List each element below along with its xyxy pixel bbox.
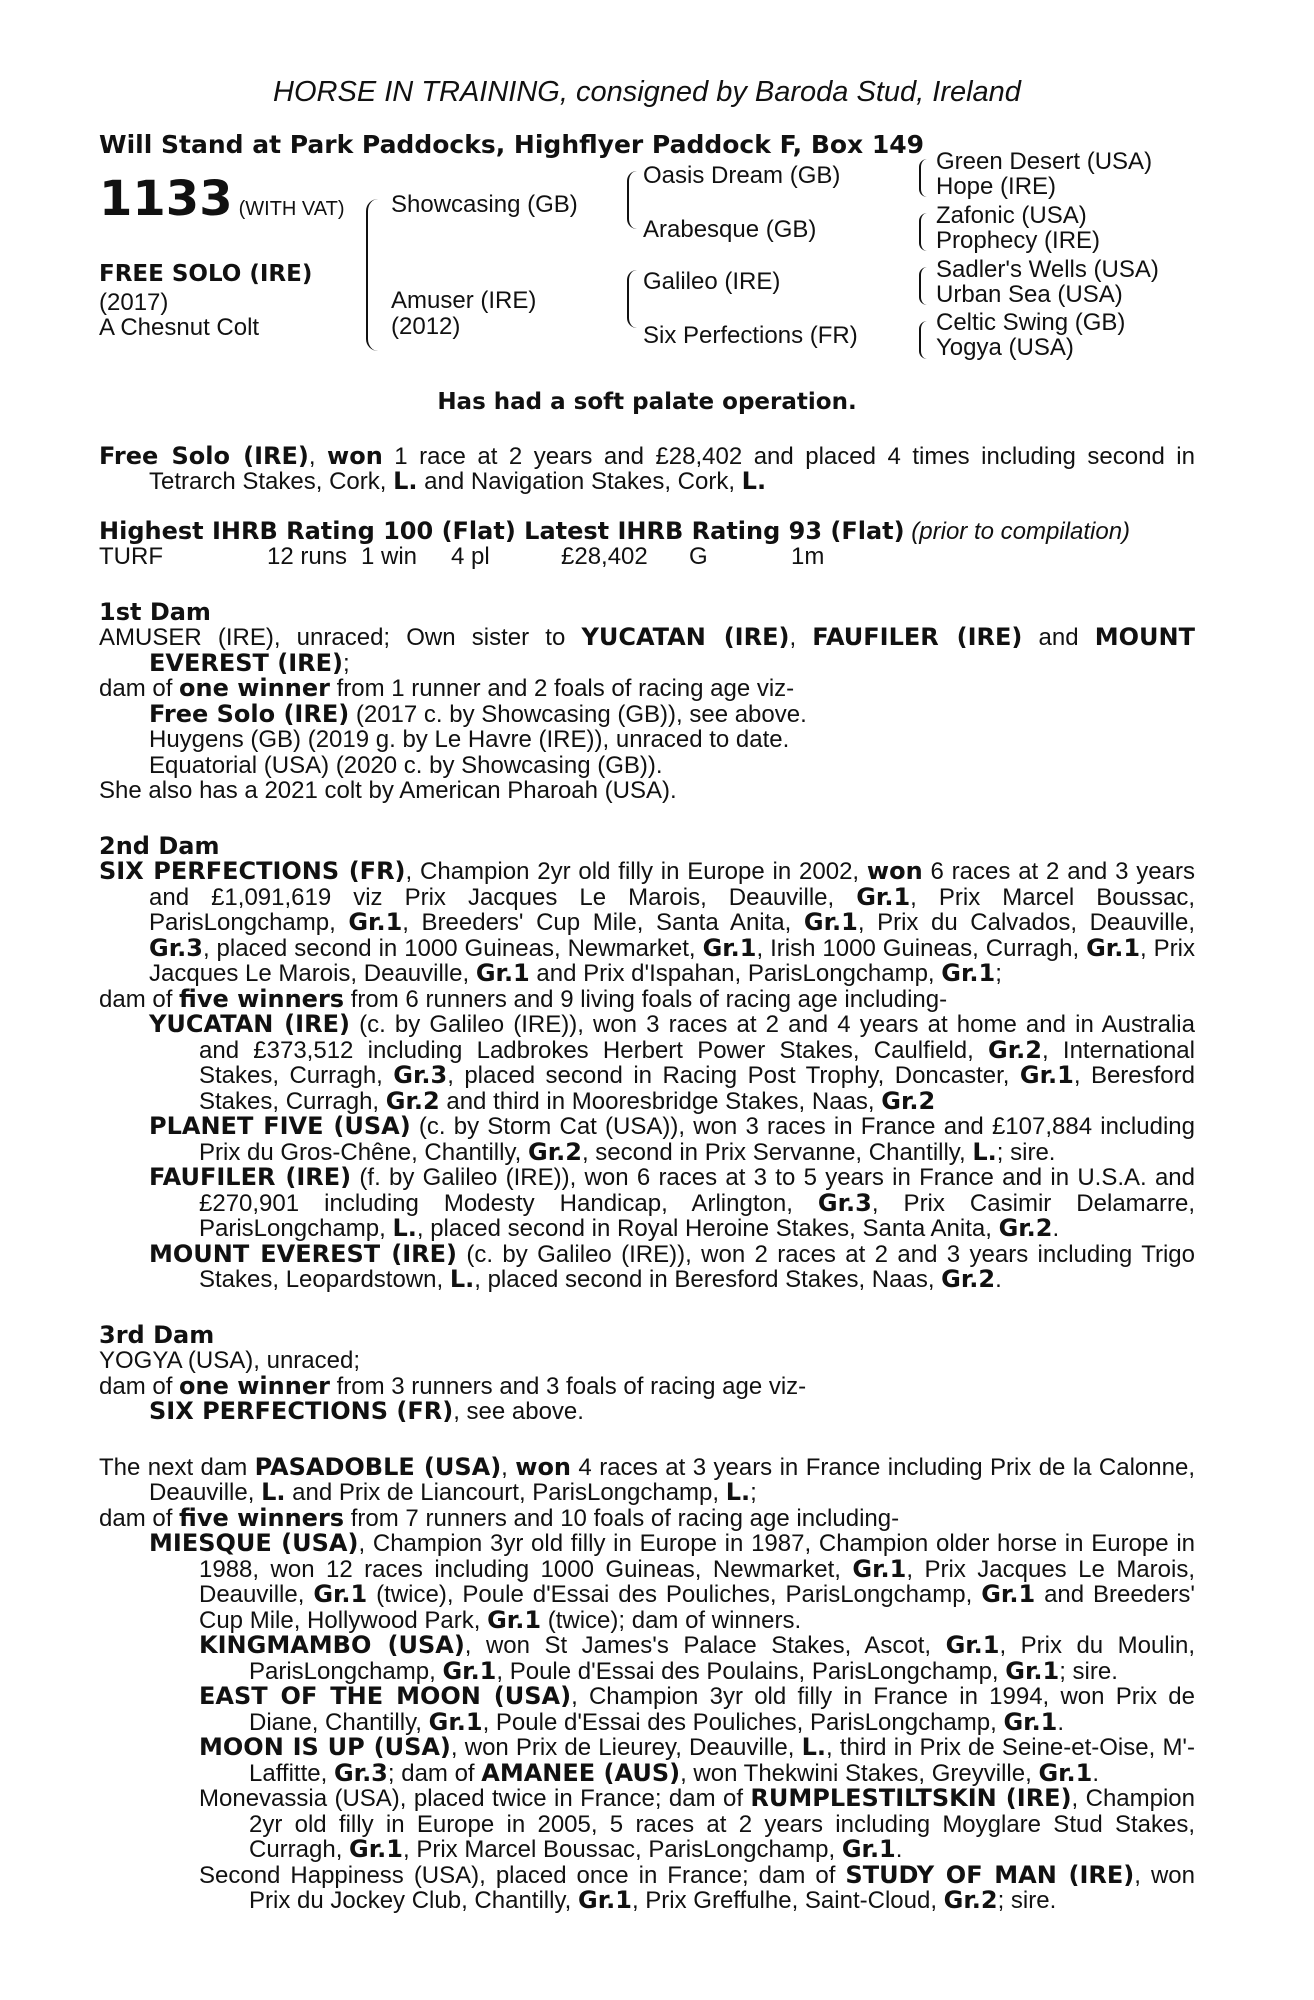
t: Gr.1 xyxy=(1038,1758,1093,1787)
t: MIESQUE (USA) xyxy=(149,1529,359,1557)
t: , Prix Marcel Boussac, ParisLongchamp, xyxy=(402,1836,842,1863)
t: , second in Prix Servanne, Chantilly, xyxy=(581,1138,973,1166)
t: , placed second in Racing Post Trophy, Doncaster, xyxy=(447,1062,1020,1089)
t: from 6 runners and 9 living foals of racing age including- xyxy=(344,985,948,1013)
kingmambo xyxy=(99,1633,1195,1684)
bracket-g1 xyxy=(919,159,927,197)
t: dam of xyxy=(99,1504,180,1532)
t: , Prix Jacques Le Marois, Deauville, xyxy=(199,1555,1195,1608)
t: ; xyxy=(995,960,1002,987)
t: Gr.1 xyxy=(349,1835,403,1863)
rating-title: Highest IHRB Rating 100 (Flat) Latest IHRB Rating 93 (Flat) xyxy=(99,516,905,545)
t: Gr.1 xyxy=(941,959,996,987)
t: Gr.1 xyxy=(1003,1707,1058,1736)
first-dam-line xyxy=(99,625,1195,676)
t: , placed second in 1000 Guineas, Newmarket, xyxy=(202,934,703,962)
dsd: Urban Sea (USA) xyxy=(936,281,1123,308)
horse-year: (2017) xyxy=(99,288,169,316)
t: , Breeders' Cup Mile, Santa Anita, xyxy=(402,909,804,936)
t: Gr.2 xyxy=(943,1886,998,1914)
t: 4 races at 3 years in France including Prix de la Calonne, Deauville, xyxy=(149,1453,1195,1506)
t: (f. by Galileo (IRE)), won 6 races at 3 to 5 years in France and in U.S.A. and £270,901 including Modesty Handicap, Arlington, xyxy=(199,1164,1195,1217)
produce-3: Equatorial (USA) (2020 c. by Showcasing (GB)). xyxy=(149,751,663,779)
dam-year: (2012) xyxy=(391,313,461,340)
t: ; dam of xyxy=(387,1759,482,1787)
t: L. xyxy=(725,1478,751,1506)
lot-number: 1133 xyxy=(99,171,233,227)
dds: Celtic Swing (GB) xyxy=(936,309,1126,336)
t: . xyxy=(895,1836,903,1863)
t: ; sire. xyxy=(996,1138,1056,1166)
t: Gr.1 xyxy=(475,959,530,987)
t: FAUFILER (IRE) xyxy=(149,1163,352,1191)
t: Second Happiness (USA), placed once in France; dam of xyxy=(199,1861,846,1889)
t: Gr.1 xyxy=(348,908,403,936)
t: Gr.3 xyxy=(333,1758,388,1787)
t: , International Stakes, Curragh, xyxy=(199,1036,1195,1089)
t: . xyxy=(1052,1215,1060,1242)
mount-everest xyxy=(99,1239,1196,1293)
third-dam-line: YOGYA (USA), unraced; xyxy=(99,1347,360,1374)
t: Gr.1 xyxy=(487,1605,542,1634)
summary-text: 1 race at 2 years and £28,402 and placed 4 times including second in Tetrarch Stakes, Cork, xyxy=(149,442,1195,495)
dam: Amuser (IRE) xyxy=(391,287,537,314)
t: L. xyxy=(392,1214,417,1242)
t: , won St James's Palace Stakes, Ascot, xyxy=(464,1632,946,1659)
sire-sire: Oasis Dream (GB) xyxy=(643,162,841,189)
t: Gr.2 xyxy=(988,1035,1042,1064)
t: (c. by Galileo (IRE)), won 2 races at 2 and 3 years including Trigo Stakes, Leopardstown, xyxy=(199,1240,1196,1293)
summary-horse: Free Solo (IRE) xyxy=(99,441,309,470)
t: Gr.3 xyxy=(817,1188,872,1217)
next-dam-line xyxy=(99,1452,1195,1506)
t: L. xyxy=(972,1137,997,1166)
t: EAST OF THE MOON (USA) xyxy=(199,1682,572,1710)
t: Gr.1 xyxy=(981,1580,1036,1608)
moon-is-up xyxy=(99,1735,1195,1786)
sire-dam: Arabesque (GB) xyxy=(643,216,817,243)
t: PLANET FIVE (USA) xyxy=(149,1112,411,1140)
catalogue-page xyxy=(99,76,1196,1914)
t: won xyxy=(866,857,923,885)
third-dam-section xyxy=(99,1320,1195,1425)
t: YUCATAN (IRE) xyxy=(149,1010,350,1038)
t: , won Thekwini Stakes, Greyville, xyxy=(680,1759,1039,1787)
miesque xyxy=(99,1531,1195,1633)
t: Gr.1 xyxy=(578,1886,632,1914)
listed-1: L. xyxy=(393,467,418,495)
t: ; sire. xyxy=(1059,1657,1118,1685)
t: five winners xyxy=(179,984,345,1013)
faufiler xyxy=(99,1165,1195,1242)
t: and third in Mooresbridge Stakes, Naas, xyxy=(439,1087,882,1115)
t: Gr.2 xyxy=(528,1137,582,1166)
t: Gr.2 xyxy=(998,1214,1053,1242)
sdd: Prophecy (IRE) xyxy=(936,227,1101,254)
t: dam of xyxy=(99,675,180,702)
t: AMANEE (AUS) xyxy=(481,1758,681,1787)
t: , placed second in Royal Heroine Stakes, Santa Anita, xyxy=(416,1215,999,1242)
t: (2017 c. by Showcasing (GB)), see above. xyxy=(349,700,807,728)
third-dam-produce xyxy=(99,1371,1195,1400)
t: , see above. xyxy=(453,1398,584,1425)
t: Gr.1 xyxy=(313,1580,368,1608)
produce-1 xyxy=(99,699,1195,728)
t: Gr.1 xyxy=(702,933,757,962)
t: from 1 runner and 2 foals of racing age viz- xyxy=(329,675,795,702)
t: ; xyxy=(750,1479,757,1506)
third-dam-heading: 3rd Dam xyxy=(99,1320,215,1349)
t: from 7 runners and 10 foals of racing age including- xyxy=(344,1504,900,1532)
t: one winner xyxy=(179,674,330,702)
t: MOON IS UP (USA) xyxy=(199,1733,451,1761)
t: ; xyxy=(343,649,350,677)
t: (twice), Poule d'Essai des Pouliches, ParisLongchamp, xyxy=(367,1581,982,1608)
t: , Champion 3yr old filly in Europe in 1987, Champion older horse in Europe in 1988, won 12 races including 1000 Guineas, Newmarket, xyxy=(199,1530,1195,1583)
t: , Prix Greffulhe, Saint-Cloud, xyxy=(631,1887,944,1914)
pedigree-block xyxy=(99,148,1195,382)
t: Gr.2 xyxy=(385,1086,440,1115)
t: , Prix Marcel Boussac, ParisLongchamp, xyxy=(149,883,1195,936)
horse-info xyxy=(99,262,312,341)
dam-dam: Six Perfections (FR) xyxy=(643,322,858,349)
t: , Poule d'Essai des Poulains, ParisLongchamp, xyxy=(496,1657,1006,1685)
bracket-g4 xyxy=(919,321,927,359)
t: , Prix du Calvados, Deauville, xyxy=(857,909,1195,936)
horse-name: FREE SOLO (IRE) xyxy=(99,261,313,287)
ssd: Hope (IRE) xyxy=(936,173,1057,200)
second-dam-record xyxy=(99,859,1195,987)
record-going: G xyxy=(689,543,708,570)
record-prize: £28,402 xyxy=(561,543,648,570)
record-placed: 4 pl xyxy=(451,543,490,570)
t: , Irish 1000 Guineas, Curragh, xyxy=(756,934,1087,962)
t: SIX PERFECTIONS (FR) xyxy=(149,1397,454,1425)
operation-note: Has had a soft palate operation. xyxy=(437,389,857,415)
produce-2: Huygens (GB) (2019 g. by Le Havre (IRE)), unraced to date. xyxy=(149,726,790,753)
t: , Champion 2yr old filly in Europe in 2005, 5 races at 2 years including Moyglare Stud Stakes, Curragh, xyxy=(249,1785,1196,1863)
t: , Prix Jacques Le Marois, Deauville, xyxy=(149,934,1196,987)
t: AMUSER (IRE), unraced; Own sister to xyxy=(99,624,582,651)
t: (twice); dam of winners. xyxy=(541,1606,802,1634)
t: PASADOBLE (USA) xyxy=(254,1452,502,1481)
t: and Breeders' Cup Mile, Hollywood Park, xyxy=(199,1581,1195,1634)
rating-note: (prior to compilation) xyxy=(904,517,1131,545)
t: . xyxy=(1057,1708,1065,1736)
t: Gr.1 xyxy=(1005,1656,1060,1685)
t: Gr.1 xyxy=(442,1656,497,1685)
third-dam-foal xyxy=(99,1399,1195,1425)
t: Gr.1 xyxy=(1019,1061,1074,1089)
t: and Prix de Liancourt, ParisLongchamp, xyxy=(285,1479,726,1506)
t: L. xyxy=(449,1265,475,1293)
bracket-g2 xyxy=(919,213,927,251)
t: , Beresford Stakes, Curragh, xyxy=(199,1062,1195,1115)
listed-2: L. xyxy=(741,467,767,495)
t: Monevassia (USA), placed twice in France; dam of xyxy=(199,1785,751,1812)
summary-text-2: and Navigation Stakes, Cork, xyxy=(417,468,742,495)
t: L. xyxy=(801,1733,827,1761)
first-dam-section xyxy=(99,597,1195,804)
t: ; sire. xyxy=(997,1887,1057,1914)
bracket-g3 xyxy=(919,267,927,305)
vat-note: (WITH VAT) xyxy=(238,198,345,220)
t: (c. by Storm Cat (USA)), won 3 races in France and £107,884 including Prix du Gros-Chêne, Chantilly, xyxy=(199,1113,1195,1166)
t: . xyxy=(1092,1759,1100,1787)
t: 6 races at 2 and 3 years and £1,091,619 viz Prix Jacques Le Marois, Deauville, xyxy=(149,858,1195,911)
t: dam of xyxy=(99,985,180,1013)
next-dam-produce xyxy=(99,1503,1195,1532)
sds: Zafonic (USA) xyxy=(936,202,1087,229)
t: , Champion 2yr old filly in Europe in 2002, xyxy=(405,858,867,885)
planet-five xyxy=(99,1114,1195,1165)
t: , xyxy=(501,1453,516,1481)
t: L. xyxy=(261,1478,286,1506)
dss: Sadler's Wells (USA) xyxy=(936,256,1159,283)
t: five winners xyxy=(179,1503,345,1532)
bracket-sire-dam xyxy=(366,199,378,351)
next-dam-section xyxy=(99,1452,1196,1914)
t: . xyxy=(995,1266,1002,1293)
t: (c. by Galileo (IRE)), won 3 races at 2 and 4 years at home and in Australia and £373,512 including Ladbrokes Herbert Power Stakes, Caulfield, xyxy=(199,1011,1195,1064)
t: Free Solo (IRE) xyxy=(149,699,350,728)
t: Gr.3 xyxy=(149,933,203,962)
t: SIX PERFECTIONS (FR) xyxy=(99,857,406,885)
t: FAUFILER (IRE) xyxy=(812,623,1023,651)
t: Gr.1 xyxy=(945,1631,1000,1659)
t: , xyxy=(789,624,813,651)
ddd: Yogya (USA) xyxy=(936,334,1074,361)
summary: Free Solo (IRE), won 1 race at 2 years and £28,402 and placed 4 times including second in Tetrarch Stakes, Cork, L. and Navigation Stakes, Cork, L. xyxy=(99,441,1195,495)
t: MOUNT EVEREST (IRE) xyxy=(149,1239,457,1268)
t: one winner xyxy=(179,1371,330,1400)
t: KINGMAMBO (USA) xyxy=(199,1631,465,1659)
yucatan xyxy=(99,1012,1195,1114)
t: YUCATAN (IRE) xyxy=(581,623,790,651)
second-dam-produce xyxy=(99,984,1195,1013)
stand-location: Will Stand at Park Paddocks, Highflyer Paddock F, Box 149 xyxy=(99,129,925,159)
t: , third in Prix de Seine-et-Oise, M'-Laffitte, xyxy=(249,1734,1196,1787)
lot-number-line xyxy=(99,171,345,227)
record-surface: TURF xyxy=(99,543,163,570)
t: , won Prix de Lieurey, Deauville, xyxy=(450,1734,802,1761)
dam-sire: Galileo (IRE) xyxy=(643,268,781,295)
t: Gr.2 xyxy=(881,1086,936,1115)
t: Gr.2 xyxy=(941,1265,996,1293)
t: MOUNT EVEREST (IRE) xyxy=(149,623,1195,677)
summary-won: won xyxy=(327,441,383,470)
rating-record xyxy=(99,544,1195,570)
record-wins: 1 win xyxy=(361,543,418,570)
t: , Prix du Moulin, ParisLongchamp, xyxy=(249,1632,1195,1685)
t: and xyxy=(1022,624,1095,651)
sire: Showcasing (GB) xyxy=(391,191,578,218)
east-of-the-moon xyxy=(99,1684,1195,1735)
t: RUMPLESTILTSKIN (IRE) xyxy=(750,1784,1072,1812)
t: Gr.1 xyxy=(852,1554,907,1583)
horse-description: A Chesnut Colt xyxy=(99,314,260,341)
first-dam-produce xyxy=(99,676,1195,702)
page-header: HORSE IN TRAINING, consigned by Baroda Stud, Ireland xyxy=(273,76,1021,108)
t: Gr.1 xyxy=(1086,933,1141,962)
t: Gr.1 xyxy=(803,908,858,936)
t: , Champion 3yr old filly in France in 1994, won Prix de Diane, Chantilly, xyxy=(249,1683,1195,1736)
t: dam of xyxy=(99,1372,180,1400)
t: , Prix Casimir Delamarre, ParisLongchamp, xyxy=(199,1189,1196,1242)
monevassia xyxy=(99,1786,1195,1863)
second-dam-section xyxy=(99,831,1196,1293)
bracket-sire-parents xyxy=(627,171,637,229)
bracket-dam-parents xyxy=(627,270,637,328)
record-runs: 12 runs xyxy=(267,543,348,570)
first-dam-note: She also has a 2021 colt by American Pharoah (USA). xyxy=(99,777,677,804)
sss: Green Desert (USA) xyxy=(936,148,1153,175)
t: , won Prix du Jockey Club, Chantilly, xyxy=(249,1861,1195,1914)
t: The next dam xyxy=(99,1453,255,1481)
second-happiness xyxy=(99,1860,1195,1914)
t: Gr.1 xyxy=(856,882,911,911)
rating-block xyxy=(99,516,1195,570)
t: Gr.1 xyxy=(428,1707,483,1736)
t: and Prix d'Ispahan, ParisLongchamp, xyxy=(529,960,942,987)
first-dam-heading: 1st Dam xyxy=(99,597,211,626)
t: STUDY OF MAN (IRE) xyxy=(845,1860,1135,1889)
t: from 3 runners and 3 foals of racing age viz- xyxy=(329,1372,807,1400)
record-distance: 1m xyxy=(791,543,825,570)
second-dam-heading: 2nd Dam xyxy=(99,831,220,860)
t: , Poule d'Essai des Pouliches, ParisLongchamp, xyxy=(482,1708,1004,1736)
t: , placed second in Beresford Stakes, Naas, xyxy=(474,1266,942,1293)
t: Gr.3 xyxy=(393,1061,448,1089)
t: won xyxy=(515,1452,572,1481)
t: Gr.1 xyxy=(841,1835,896,1863)
